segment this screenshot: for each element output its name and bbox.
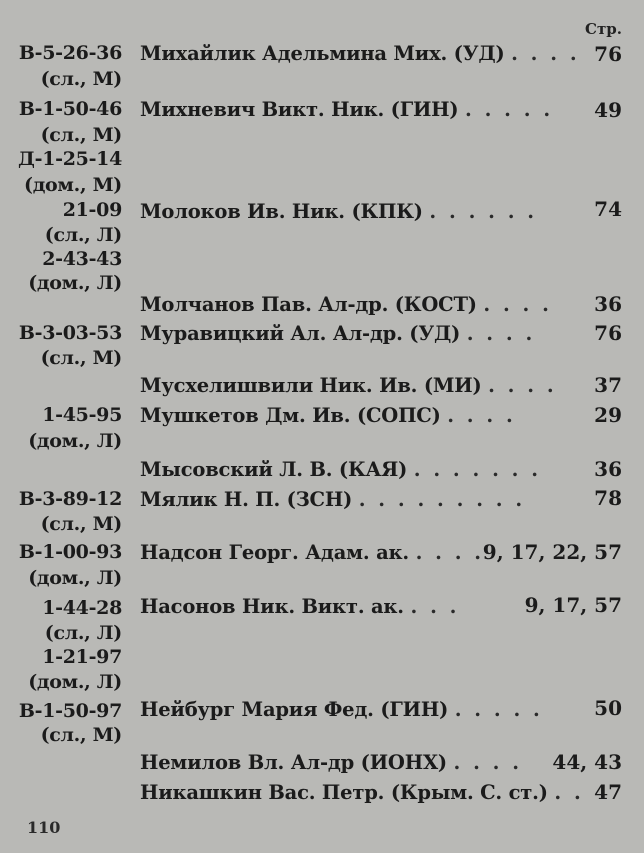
entry-pages: 36 [594, 457, 622, 481]
dot-leader: . . . . . [454, 698, 543, 721]
entry-pages: 36 [594, 292, 622, 316]
phone-number: 1-44-28 [42, 597, 122, 619]
entry-name: Молоков Ив. Ник. (КПК) . . . . . . [140, 200, 538, 223]
dot-leader: . . . . [453, 751, 523, 774]
entry-name: Нейбург Мария Фед. (ГИН) . . . . . [140, 698, 543, 721]
dot-leader: . . . . . . . [413, 458, 542, 481]
phone-number: В-3-03-53 [18, 322, 122, 344]
phone-note: (сл., М) [40, 124, 122, 146]
phone-note: (сл., М) [40, 347, 122, 369]
phone-note-2: (дом., М) [24, 174, 122, 196]
phone-note: (дом., Л) [28, 567, 122, 589]
dot-leader: . . . . [415, 541, 485, 564]
phone-note: (сл., М) [40, 724, 122, 746]
phone-note: (сл., М) [40, 68, 122, 90]
entry-pages: 37 [594, 373, 622, 397]
pages-column-header: Стр. [585, 20, 622, 38]
phone-note-2: (дом., Л) [28, 272, 122, 294]
entry-pages: 9, 17, 22, 57 [482, 540, 622, 564]
entry-name: Мысовский Л. В. (КАЯ) . . . . . . . [140, 458, 542, 481]
entry-name: Мушкетов Дм. Ив. (СОПС) . . . . [140, 404, 516, 427]
entry-pages: 9, 17, 57 [524, 593, 622, 617]
phone-number: В-1-50-46 [18, 98, 122, 120]
entry-name: Мусхелишвили Ник. Ив. (МИ) . . . . [140, 374, 557, 397]
phone-number-2: Д-1-25-14 [18, 148, 122, 170]
phone-number: В-5-26-36 [18, 42, 122, 64]
phone-number-2: 1-21-97 [42, 646, 122, 668]
dot-leader: . . . . [447, 404, 516, 427]
phone-number: В-1-00-93 [18, 541, 122, 563]
phone-note: (сл., Л) [44, 622, 122, 644]
dot-leader: . . . . . . . . . [358, 488, 526, 511]
entry-pages: 49 [594, 98, 622, 122]
dot-leader: . . . [410, 595, 460, 618]
dot-leader: . . . . . . [429, 200, 538, 223]
phone-note: (сл., Л) [44, 224, 122, 246]
dot-leader: . . . . [511, 42, 580, 65]
entry-name: Муравицкий Ал. Ал-др. (УД) . . . . [140, 322, 536, 345]
entry-pages: 29 [594, 403, 622, 427]
phone-number: 21-09 [62, 199, 122, 221]
entry-name: Немилов Вл. Ал-др (ИОНХ) . . . . [140, 751, 523, 774]
entry-pages: 76 [594, 321, 622, 345]
phone-number: В-3-89-12 [18, 488, 122, 510]
phone-number: 1-45-95 [42, 404, 122, 426]
entry-name: Надсон Георг. Адам. ак. . . . . [140, 541, 485, 564]
entry-pages: 50 [594, 696, 622, 720]
entry-pages: 74 [594, 197, 622, 221]
phone-note-2: (дом., Л) [28, 671, 122, 693]
entry-pages: 44, 43 [552, 750, 622, 774]
dot-leader: . . [554, 781, 584, 804]
dot-leader: . . . . [466, 322, 536, 345]
dot-leader: . . . . [488, 374, 557, 397]
phone-number-2: 2-43-43 [42, 248, 122, 270]
entry-name: Насонов Ник. Викт. ак. . . . [140, 595, 460, 618]
entry-name: Михневич Викт. Ник. (ГИН) . . . . . [140, 98, 554, 121]
entry-name: Молчанов Пав. Ал-др. (КОСТ) . . . . [140, 293, 552, 316]
entry-name: Никашкин Вас. Петр. (Крым. С. ст.) . . [140, 781, 584, 804]
phone-note: (дом., Л) [28, 430, 122, 452]
dot-leader: . . . . . [465, 98, 554, 121]
phone-number: В-1-50-97 [18, 700, 122, 722]
page-number: 110 [27, 818, 61, 837]
entry-pages: 78 [594, 486, 622, 510]
entry-name: Михайлик Адельмина Мих. (УД) . . . . [140, 42, 580, 65]
entry-name: Мялик Н. П. (ЗСН) . . . . . . . . . [140, 488, 526, 511]
entry-pages: 76 [594, 42, 622, 66]
phone-note: (сл., М) [40, 513, 122, 535]
entry-pages: 47 [594, 780, 622, 804]
dot-leader: . . . . [483, 293, 552, 316]
